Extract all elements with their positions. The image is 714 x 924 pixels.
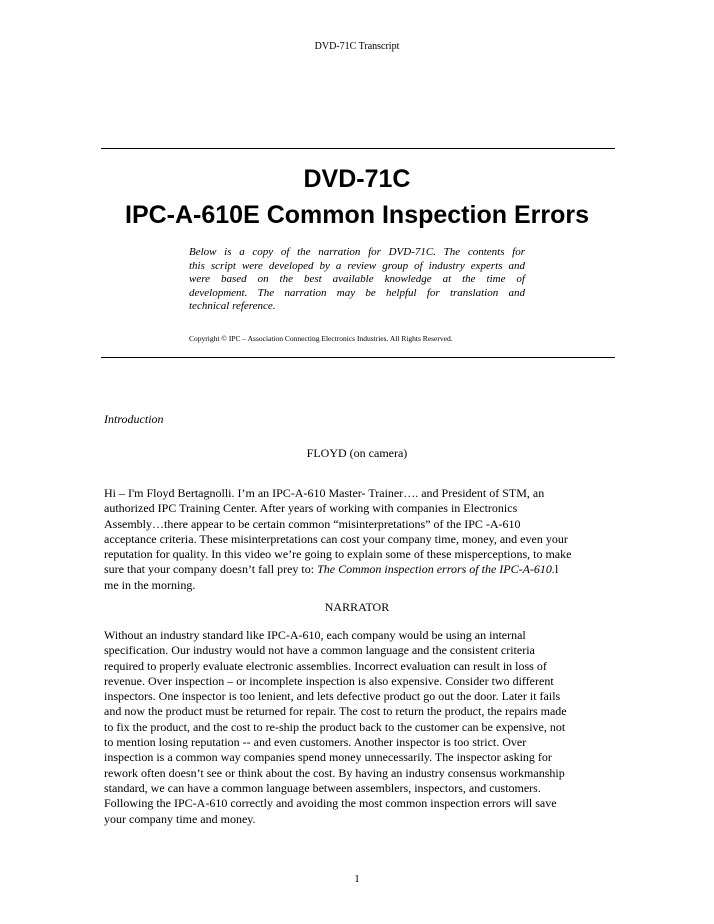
section-heading: Introduction (104, 412, 164, 426)
paragraph-line: Without an industry standard like IPC-A-610, each company would be using an internal (104, 628, 526, 642)
floyd-paragraph (104, 486, 624, 593)
paragraph-line: required to properly evaluate electronic assemblies. Incorrect evaluation can result in loss of (104, 658, 547, 673)
line-text: l (554, 562, 559, 577)
running-header: DVD-71C Transcript (314, 41, 400, 52)
paragraph-line: your company time and money. (104, 811, 256, 826)
disclaimer-line: this script were developed by a review group of industry experts and (189, 259, 525, 272)
speaker-label-narrator: NARRATOR (324, 600, 390, 614)
page-number: 1 (354, 873, 360, 885)
paragraph-line: acceptance criteria. These misinterpretations can cost your company time, money, and even your (104, 531, 568, 546)
paragraph-line: and now the product must be returned for repair. The cost to return the product, the repairs made (104, 704, 567, 719)
disclaimer-line: Below is a copy of the narration for DVD-71C. The contents for (189, 246, 525, 258)
paragraph-line: specification. Our industry would not have a common language and the consistent criteria (104, 643, 535, 658)
speaker-label-floyd: FLOYD (on camera) (306, 446, 408, 460)
paragraph-line: Following the IPC-A-610 correctly and avoiding the most common inspection errors will save (104, 796, 557, 811)
paragraph-line: Assembly…there appear to be certain common “misinterpretations” of the IPC -A-610 (104, 516, 521, 531)
disclaimer-line: were based on the best available knowledge at the time of (189, 273, 525, 286)
copyright-notice: Copyright © IPC – Association Connecting Electronics Industries. All Rights Reserved. (189, 334, 453, 343)
paragraph-line: Hi – I'm Floyd Bertagnolli. I’m an IPC-A-610 Master- Trainer…. and President of STM, an (104, 486, 545, 500)
paragraph-line: inspectors. One inspector is too lenient, and lets defective product go out the door. Later it fails (104, 689, 561, 704)
narration-disclaimer (189, 246, 525, 314)
paragraph-line: revenue. Over inspection – or incomplete inspection is also expensive. Consider two different (104, 673, 554, 688)
emphasized-title: The Common inspection errors of the IPC-A-610. (317, 562, 555, 577)
narrator-paragraph (104, 628, 624, 827)
paragraph-line: me in the morning. (104, 577, 196, 592)
paragraph-line: inspection is a common way companies spend money unnecessarily. The inspector asking for (104, 750, 552, 765)
paragraph-line: to mention losing reputation -- and even customers. Another inspector is too strict. Over (104, 735, 527, 750)
paragraph-line: rework often doesn’t see or think about the cost. By having an industry consensus workmanship (104, 765, 565, 780)
paragraph-line: standard, we can have a common language between assemblers, inspectors, and customers. (104, 780, 541, 795)
bottom-divider (101, 357, 615, 358)
paragraph-line (104, 562, 624, 577)
top-divider (101, 148, 615, 149)
line-text: sure that your company doesn’t fall prey to: (104, 562, 318, 577)
document-title-code: DVD-71C (303, 165, 411, 193)
paragraph-line: reputation for quality. In this video we’re going to explain some of these misperceptions, to make (104, 547, 572, 562)
disclaimer-line: development. The narration may be helpful for translation and (189, 286, 525, 299)
paragraph-line: authorized IPC Training Center. After years of working with companies in Electronics (104, 501, 518, 516)
document-title: IPC-A-610E Common Inspection Errors (125, 201, 589, 229)
disclaimer-line: technical reference. (189, 300, 276, 313)
paragraph-line: to fix the product, and the cost to re-ship the product back to the customer can be expensive, not (104, 719, 566, 734)
